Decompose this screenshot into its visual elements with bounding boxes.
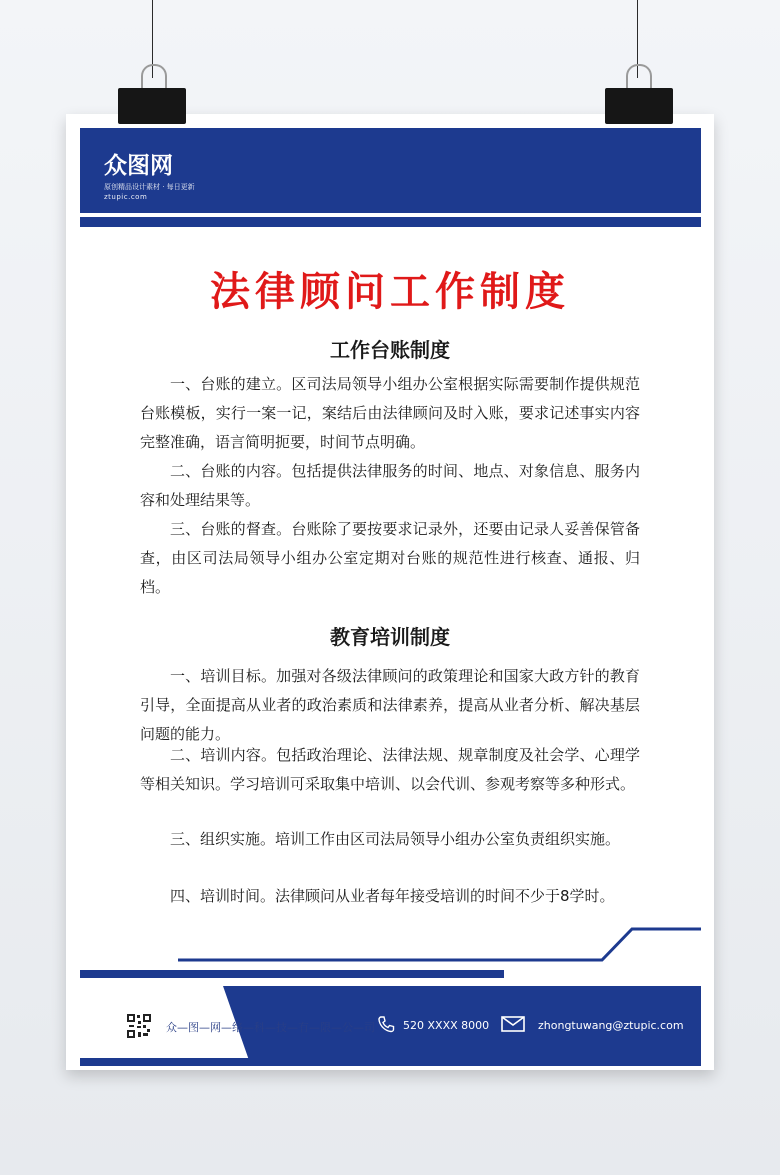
- logo-url: ztupic.com: [104, 193, 148, 201]
- paragraph: 三、台账的督查。台账除了要按要求记录外，还要由记录人妥善保管备查，由区司法局领导小组办公室定期对台账的规范性进行核查、通报、归档。: [140, 520, 640, 596]
- page-title: 法律顾问工作制度: [210, 269, 570, 315]
- paragraph: 四、培训时间。法律顾问从业者每年接受培训的时间不少于8学时。: [170, 887, 615, 905]
- binder-clip-left: [118, 88, 186, 124]
- paragraph: 二、台账的内容。包括提供法律服务的时间、地点、对象信息、服务内容和处理结果等。: [140, 462, 640, 509]
- mail-icon: [501, 1016, 525, 1032]
- footer-decoration: [66, 114, 714, 1070]
- paragraph: 一、培训目标。加强对各级法律顾问的政策理论和国家大政方针的教育引导，全面提高从业者的政治素质和法律素养，提高从业者分析、解决基层问题的能力。: [140, 667, 640, 743]
- logo-tagline: 原创精品设计素材 · 每日更新: [104, 183, 195, 191]
- company-name: 众—图—网—络—科—技—有—限—公—司: [166, 1021, 375, 1034]
- phone-icon: [377, 1015, 395, 1033]
- qr-code-icon: [126, 1013, 152, 1039]
- logo-name: 众图网: [104, 153, 173, 179]
- phone-number: 520 XXXX 8000: [403, 1019, 490, 1032]
- paragraph: 一、台账的建立。区司法局领导小组办公室根据实际需要制作提供规范台账模板，实行一案一记，案结后由法律顾问及时入账，要求记述事实内容完整准确，语言简明扼要，时间节点明确。: [140, 375, 640, 451]
- binder-clip-right: [605, 88, 673, 124]
- section-heading-training: 教育培训制度: [330, 625, 450, 649]
- email-address: zhongtuwang@ztupic.com: [538, 1019, 684, 1032]
- poster: [66, 114, 714, 1070]
- paragraph: 二、培训内容。包括政治理论、法律法规、规章制度及社会学、心理学等相关知识。学习培训可采取集中培训、以会代训、参观考察等多种形式。: [140, 746, 640, 793]
- paragraph: 三、组织实施。培训工作由区司法局领导小组办公室负责组织实施。: [170, 830, 621, 848]
- section-heading-ledger: 工作台账制度: [330, 338, 450, 362]
